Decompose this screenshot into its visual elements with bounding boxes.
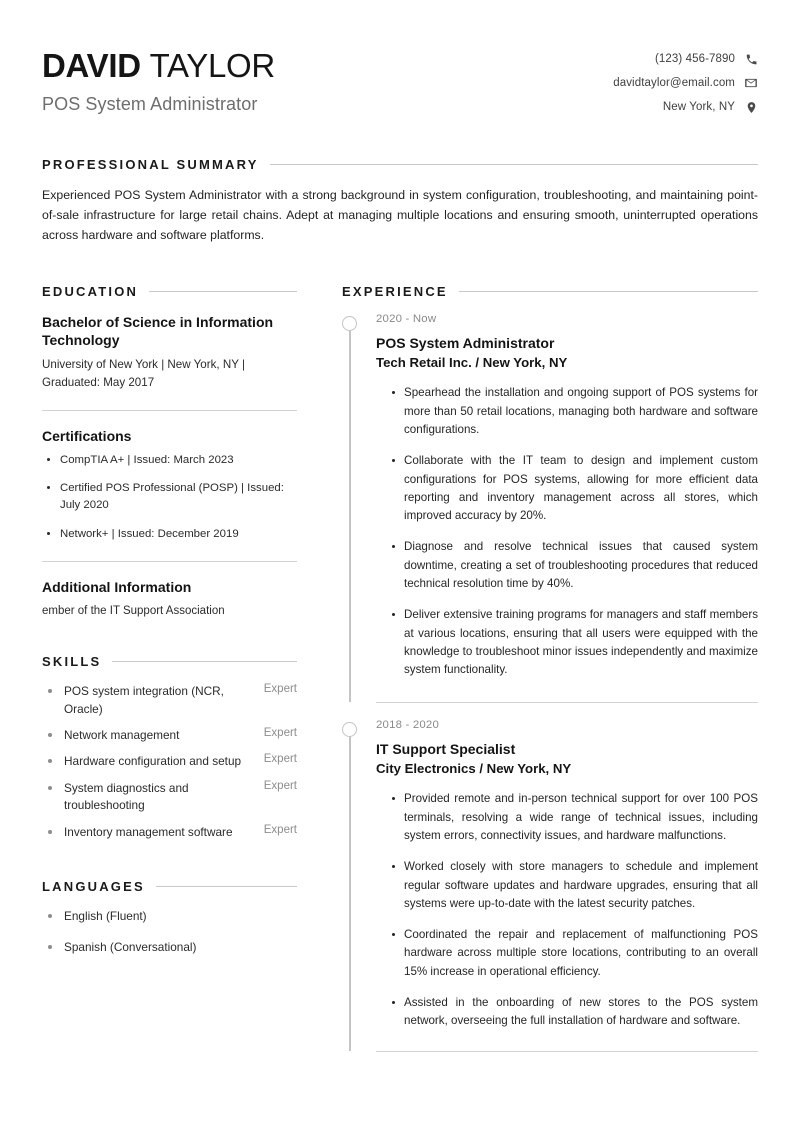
certifications-heading: Certifications — [42, 427, 132, 444]
left-divider — [42, 410, 297, 411]
contact-phone[interactable] — [655, 52, 758, 66]
contact-phone-value: (123) 456-7890 — [654, 53, 735, 65]
additional-information-section — [42, 578, 297, 620]
last-name: TAYLOR — [149, 47, 275, 84]
skill-level: Expert — [263, 823, 297, 836]
contact-location[interactable] — [663, 100, 758, 114]
education-heading — [42, 284, 297, 299]
languages-heading — [42, 879, 297, 894]
email-icon — [744, 76, 758, 90]
timeline-line — [349, 316, 351, 702]
skills-heading-text: SKILLS — [42, 654, 102, 670]
timeline-dot-icon — [342, 316, 357, 331]
resume-header — [42, 40, 758, 115]
contact-email[interactable] — [613, 76, 758, 90]
experience-dates: 2018 - 2020 — [376, 718, 440, 731]
left-divider — [42, 561, 297, 562]
skill-item — [42, 824, 297, 841]
certifications-section — [42, 427, 297, 543]
experience-heading — [342, 284, 758, 299]
additional-information-heading: Additional Information — [42, 578, 192, 595]
right-column — [342, 284, 758, 1052]
list-item: Network+ | Issued: December 2019 — [42, 526, 297, 543]
headline-job-title: POS System Administrator — [42, 93, 258, 114]
certifications-list — [42, 452, 297, 542]
list-item: Assisted in the onboarding of new stores to the POS system network, overseeing the full installation of hardware and software. — [390, 994, 758, 1031]
skill-name: Inventory management software — [64, 824, 233, 839]
education-section — [42, 284, 297, 392]
list-item: Certified POS Professional (POSP) | Issued: July 2020 — [42, 480, 297, 514]
experience-company: Tech Retail Inc. / New York, NY — [376, 354, 568, 370]
list-item: Provided remote and in-person technical support for over 100 POS terminals, resolving a wide range of technical issues, including system errors, connectivity issues, and hardware malfunctions. — [390, 790, 758, 845]
skill-name: POS system integration (NCR, Oracle) — [64, 684, 224, 716]
phone-icon — [744, 52, 758, 66]
language-item: Spanish (Conversational) — [42, 939, 297, 957]
list-item: Diagnose and resolve technical issues that caused system downtime, creating a set of troubleshooting procedures that reduced technical resolution time by 40%. — [390, 538, 758, 593]
professional-summary-heading-text: PROFESSIONAL SUMMARY — [42, 156, 259, 172]
skill-level: Expert — [263, 683, 297, 696]
list-item: Coordinated the repair and replacement of malfunctioning POS hardware across multiple store locations, contributing to an overall 15% increase in operational efficiency. — [390, 926, 758, 981]
skill-name: System diagnostics and troubleshooting — [64, 780, 189, 813]
experience-divider — [376, 1051, 758, 1052]
left-column — [42, 284, 297, 970]
timeline-dot-icon — [342, 722, 357, 737]
skills-section — [42, 654, 297, 841]
education-heading-text: EDUCATION — [42, 283, 139, 299]
professional-summary-section — [42, 157, 758, 246]
identity-block — [42, 46, 275, 115]
experience-bullets — [376, 790, 758, 1030]
skill-item — [42, 753, 297, 770]
experience-bullets — [376, 384, 758, 679]
experience-company: City Electronics / New York, NY — [376, 760, 572, 776]
contact-block — [613, 46, 758, 114]
skill-name: Hardware configuration and setup — [64, 754, 242, 769]
experience-role: POS System Administrator — [376, 334, 555, 351]
professional-summary-heading — [42, 157, 758, 172]
experience-list — [342, 313, 758, 1052]
professional-summary-text: Experienced POS System Administrator with a strong background in system configuration, troubleshooting, and maintaining point-of-sale infrastructure for large retail chains. Adept at managing multiple locations and ensuring smooth, uninterrupted operations across hardware and software platforms. — [42, 187, 758, 242]
education-degree: Bachelor of Science in Information Technology — [42, 313, 274, 348]
list-item: Spearhead the installation and ongoing support of POS systems for more than 50 retail locations, managing both hardware and software configurations. — [390, 384, 758, 439]
experience-item — [342, 313, 758, 702]
timeline-line — [349, 722, 351, 1051]
skill-item — [42, 683, 297, 718]
skill-name: Network management — [64, 727, 180, 742]
language-item: English (Fluent) — [42, 908, 297, 926]
skill-level: Expert — [263, 779, 297, 792]
skill-item — [42, 727, 297, 744]
education-details: University of New York | New York, NY | Graduated: May 2017 — [42, 358, 245, 390]
heading-rule — [149, 291, 297, 292]
body-columns — [42, 284, 758, 1052]
heading-rule — [459, 291, 758, 292]
location-pin-icon — [744, 100, 758, 114]
skill-item — [42, 780, 297, 815]
experience-heading-text: EXPERIENCE — [342, 283, 448, 299]
list-item: Collaborate with the IT team to design and implement custom configurations for POS systems, allowing for more efficient data reporting and inventory management across all stores, which improved accuracy by 20%. — [390, 452, 758, 525]
list-item: Worked closely with store managers to schedule and implement regular software updates and hardware upgrades, ensuring that all systems were up-to-date with the latest security patches. — [390, 858, 758, 913]
first-name: DAVID — [42, 47, 141, 84]
heading-rule — [112, 661, 297, 662]
experience-item — [342, 703, 758, 1051]
experience-dates: 2020 - Now — [376, 312, 437, 325]
heading-rule — [270, 164, 758, 165]
experience-role: IT Support Specialist — [376, 740, 516, 757]
list-item: Deliver extensive training programs for managers and staff members at various locations, ensuring that all users were equipped with the knowledge to troubleshoot minor issues independently and maximize system functionality. — [390, 606, 758, 679]
full-name — [42, 48, 275, 85]
heading-rule — [156, 886, 297, 887]
skills-heading — [42, 654, 297, 669]
list-item: CompTIA A+ | Issued: March 2023 — [42, 452, 297, 469]
languages-section — [42, 879, 297, 956]
languages-heading-text: LANGUAGES — [42, 879, 145, 895]
contact-email-value: davidtaylor@email.com — [613, 77, 735, 89]
additional-information-text: ember of the IT Support Association — [42, 604, 225, 617]
skill-level: Expert — [263, 753, 297, 766]
skill-level: Expert — [263, 726, 297, 739]
contact-location-value: New York, NY — [662, 101, 735, 113]
